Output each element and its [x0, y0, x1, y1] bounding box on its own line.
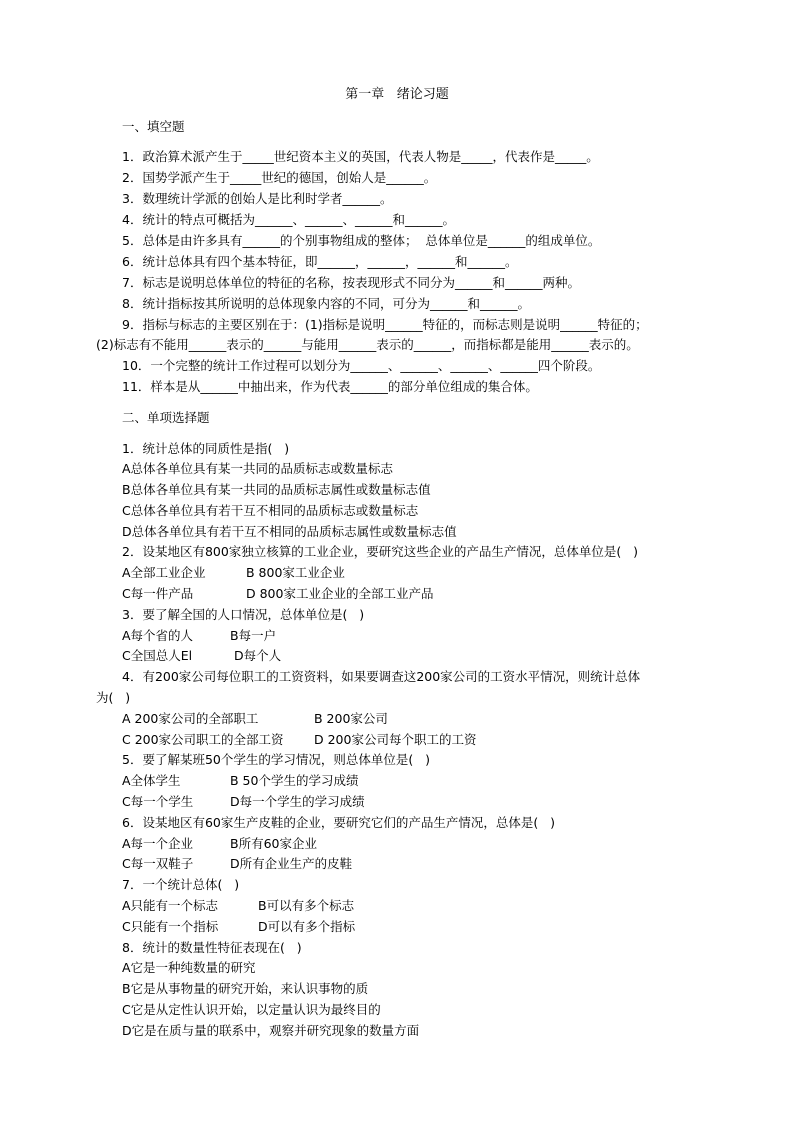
fill-question-4: 4．统计的特点可概括为______、______、______和______。: [122, 212, 455, 227]
choice-option-a: A全部工业企业: [122, 565, 206, 580]
choice-option-b: B总体各单位具有某一共同的品质标志属性或数量标志值: [122, 482, 431, 497]
choice-option-d: D可以有多个指标: [258, 919, 356, 934]
choice-option-a: A每个省的人: [122, 628, 194, 643]
choice-option-d: D 200家公司每个职工的工资: [314, 732, 477, 747]
choice-option-c: C每一双鞋子: [122, 856, 194, 871]
section-heading-single-choice: 二、单项选择题: [122, 410, 210, 425]
choice-option-a: A全体学生: [122, 773, 181, 788]
choice-option-b: B它是从事物量的研究开始，来认识事物的质: [122, 981, 369, 996]
choice-option-d: D它是在质与量的联系中，观察并研究现象的数量方面: [122, 1023, 420, 1038]
choice-option-a: A 200家公司的全部职工: [122, 711, 259, 726]
choice-option-d: D每一个学生的学习成绩: [230, 794, 365, 809]
choice-question-1: 1．统计总体的同质性是指( ): [122, 441, 290, 456]
choice-question-8: 8．统计的数量性特征表现在( ): [122, 940, 302, 955]
choice-option-d: D 800家工业企业的全部工业产品: [246, 586, 434, 601]
choice-option-c: C 200家公司职工的全部工资: [122, 732, 284, 747]
fill-question-9: 9．指标与标志的主要区别在于：(1)指标是说明______特征的，而标志则是说明______特征的；: [122, 317, 648, 332]
choice-option-a: A总体各单位具有某一共同的品质标志或数量标志: [122, 461, 394, 476]
choice-question-2: 2．设某地区有800家独立核算的工业企业，要研究这些企业的产品生产情况，总体单位是( ): [122, 544, 638, 559]
choice-question-3: 3．要了解全国的人口情况，总体单位是( ): [122, 607, 365, 622]
section-heading-fill-blank: 一、填空题: [122, 119, 185, 134]
fill-question-11: 11．样本是从______中抽出来，作为代表______的部分单位组成的集合体。: [122, 379, 538, 394]
fill-question-2: 2．国势学派产生于_____世纪的德国，创始人是______。: [122, 170, 437, 185]
choice-option-b: B所有60家企业: [230, 836, 317, 851]
choice-option-b: B 200家公司: [314, 711, 388, 726]
choice-question-5: 5．要了解某班50个学生的学习情况，则总体单位是( ): [122, 752, 431, 767]
choice-option-b: B每一户: [230, 628, 277, 643]
fill-question-7: 7．标志是说明总体单位的特征的名称，按表现形式不同分为______和______两种。: [122, 275, 580, 290]
choice-option-a: A它是一种纯数量的研究: [122, 960, 256, 975]
choice-question-4-continued: 为( ): [96, 690, 131, 705]
choice-question-4: 4．有200家公司每位职工的工资资料，如果要调查这200家公司的工资水平情况，则统计总体: [122, 669, 641, 684]
fill-question-9-continued: (2)标志有不能用______表示的______与能用______表示的______，而指标都是能用______表示的。: [96, 337, 639, 352]
choice-option-b: B可以有多个标志: [258, 898, 355, 913]
choice-option-c: C总体各单位具有若干互不相同的品质标志或数量标志: [122, 503, 419, 518]
fill-question-8: 8．统计指标按其所说明的总体现象内容的不同，可分为______和______。: [122, 296, 530, 311]
choice-option-c: C只能有一个指标: [122, 919, 219, 934]
choice-option-a: A只能有一个标志: [122, 898, 219, 913]
choice-option-c: C每一件产品: [122, 586, 194, 601]
fill-question-1: 1．政治算术派产生于_____世纪资本主义的英国，代表人物是_____，代表作是_____。: [122, 149, 599, 164]
choice-option-d: D总体各单位具有若干互不相同的品质标志属性或数量标志值: [122, 524, 457, 539]
fill-question-5: 5．总体是由许多具有______的个别事物组成的整体； 总体单位是______的组成单位。: [122, 233, 601, 248]
choice-question-6: 6．设某地区有60家生产皮鞋的企业，要研究它们的产品生产情况，总体是( ): [122, 815, 556, 830]
choice-option-d: D每个人: [234, 648, 282, 663]
choice-question-7: 7．一个统计总体( ): [122, 877, 240, 892]
choice-option-a: A每一个企业: [122, 836, 194, 851]
choice-option-c: C它是从定性认识开始，以定量认识为最终目的: [122, 1002, 381, 1017]
choice-option-b: B 800家工业企业: [246, 565, 345, 580]
choice-option-c: C全国总人El: [122, 648, 193, 663]
choice-option-b: B 50个学生的学习成绩: [230, 773, 359, 788]
fill-question-10: 10．一个完整的统计工作过程可以划分为______、______、______、______四个阶段。: [122, 358, 601, 373]
choice-option-c: C每一个学生: [122, 794, 194, 809]
choice-option-d: D所有企业生产的皮鞋: [230, 856, 353, 871]
page-title: 第一章 绪论习题: [345, 87, 449, 102]
fill-question-3: 3．数理统计学派的创始人是比利时学者______。: [122, 191, 393, 206]
fill-question-6: 6．统计总体具有四个基本特征，即______，______，______和______。: [122, 254, 518, 269]
